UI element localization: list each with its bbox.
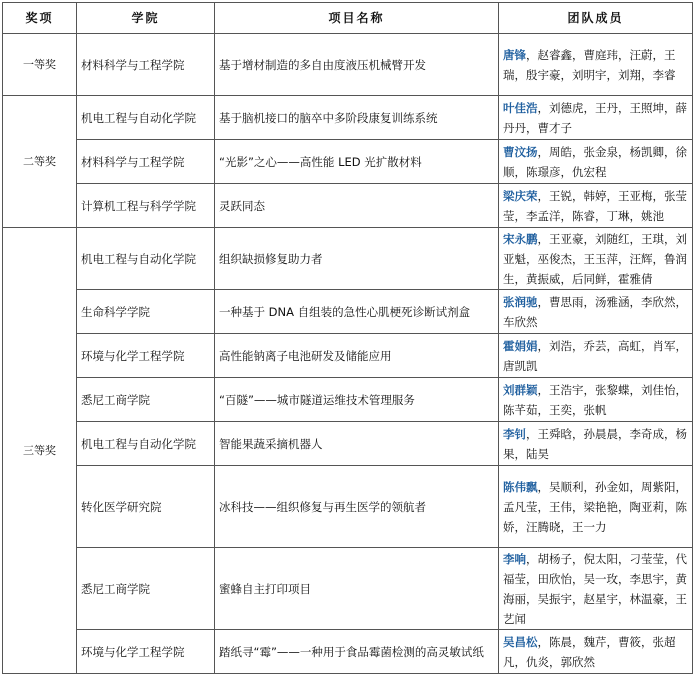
team-members: ，刘浩，乔芸，高虹，肖军，唐凯凯 — [503, 338, 687, 373]
team-cell — [499, 334, 693, 378]
header-award: 奖项 — [3, 3, 77, 34]
team-cell — [499, 34, 693, 96]
college-cell: 机电工程与自动化学院 — [77, 422, 215, 466]
team-leader: 宋永鹏 — [503, 231, 538, 246]
project-cell: 高性能钠离子电池研发及储能应用 — [215, 334, 499, 378]
team-cell — [499, 548, 693, 630]
team-cell — [499, 140, 693, 184]
awards-table — [2, 2, 693, 674]
project-cell: 智能果蔬采摘机器人 — [215, 422, 499, 466]
team-leader: 梁庆荣 — [503, 188, 538, 203]
team-members: ，王浩宇，张黎蝶，刘佳怡，陈芊茹，王奕，张帆 — [503, 382, 687, 417]
team-cell — [499, 422, 693, 466]
header-project: 项目名称 — [215, 3, 499, 34]
team-members: ，王锐，韩婷，王亚梅，张莹莹，李孟洋，陈睿，丁琳，姚池 — [503, 188, 687, 223]
header-team: 团队成员 — [499, 3, 693, 34]
college-cell: 悉尼工商学院 — [77, 548, 215, 630]
team-cell — [499, 630, 693, 674]
project-cell: 蜜蜂自主打印项目 — [215, 548, 499, 630]
page — [2, 2, 693, 674]
project-cell: “百隧”——城市隧道运维技术管理服务 — [215, 378, 499, 422]
table-row — [3, 334, 693, 378]
table-row — [3, 184, 693, 228]
team-leader: 吴昌松 — [503, 634, 538, 649]
project-cell: 基于脑机接口的脑卒中多阶段康复训练系统 — [215, 96, 499, 140]
table-row — [3, 422, 693, 466]
team-cell — [499, 184, 693, 228]
college-cell: 悉尼工商学院 — [77, 378, 215, 422]
team-members: ，赵睿鑫，曹庭玮，汪蔚，王瑞，殷宇豪，刘明宇，刘翔，李睿 — [503, 47, 676, 82]
team-leader: 唐锋 — [503, 47, 526, 62]
college-cell: 生命科学学院 — [77, 290, 215, 334]
team-leader: 叶佳浩 — [503, 100, 538, 115]
table-row — [3, 548, 693, 630]
project-cell: 组织缺损修复助力者 — [215, 228, 499, 290]
college-cell: 计算机工程与科学学院 — [77, 184, 215, 228]
project-cell: 基于增材制造的多自由度液压机械臂开发 — [215, 34, 499, 96]
team-cell — [499, 96, 693, 140]
table-row — [3, 466, 693, 548]
table-row — [3, 630, 693, 674]
team-leader: 李响 — [503, 551, 526, 566]
team-cell — [499, 466, 693, 548]
table-row — [3, 228, 693, 290]
award-level-second: 二等奖 — [3, 96, 77, 228]
college-cell: 机电工程与自动化学院 — [77, 96, 215, 140]
college-cell: 材料科学与工程学院 — [77, 34, 215, 96]
team-members: ，周皓，张金泉，杨凯卿，徐顺，陈璟彦，仇宏程 — [503, 144, 687, 179]
team-leader: 霍娟娟 — [503, 338, 538, 353]
team-members: ，王亚豪，刘随红，王琪，刘亚魁，巫俊杰，王玉萍，汪辉，鲁润生，黄振威，后同鲜，霍雅倩 — [503, 231, 687, 286]
project-cell: “光影”之心——高性能 LED 光扩散材料 — [215, 140, 499, 184]
team-cell — [499, 378, 693, 422]
table-row — [3, 96, 693, 140]
team-members: ，刘德虎，王丹，王照坤，薛丹丹，曹才子 — [503, 100, 687, 135]
college-cell: 转化医学研究院 — [77, 466, 215, 548]
project-cell: 一种基于 DNA 自组装的急性心肌梗死诊断试剂盒 — [215, 290, 499, 334]
table-row — [3, 34, 693, 96]
team-members: ，陈晨，魏芹，曹筱，张超凡，仇炎，郭欣然 — [503, 634, 676, 669]
team-cell — [499, 228, 693, 290]
project-cell: 踏纸寻“霉”——一种用于食品霉菌检测的高灵敏试纸 — [215, 630, 499, 674]
team-members: ，曹思雨，汤雅涵，李欣然，车欣然 — [503, 294, 687, 329]
team-leader: 刘群颖 — [503, 382, 538, 397]
college-cell: 环境与化学工程学院 — [77, 334, 215, 378]
team-members: ，胡杨子，倪太阳，刁莹莹，代福莹，田欣怡，吴一玫，李思宇，黄海丽，吴振宇，赵星宇，林温豪，王艺闻 — [503, 551, 687, 626]
award-level-first: 一等奖 — [3, 34, 77, 96]
project-cell: 冰科技——组织修复与再生医学的领航者 — [215, 466, 499, 548]
college-cell: 材料科学与工程学院 — [77, 140, 215, 184]
header-college: 学院 — [77, 3, 215, 34]
table-row — [3, 290, 693, 334]
team-members: ，吴顺利，孙金如，周紫阳，孟凡莹，王伟，梁艳艳，陶亚莉，陈娇，汪腾晓，王一力 — [503, 479, 687, 534]
table-row — [3, 140, 693, 184]
team-leader: 张润驰 — [503, 294, 538, 309]
header-row — [3, 3, 693, 34]
team-cell — [499, 290, 693, 334]
team-leader: 李钊 — [503, 426, 526, 441]
team-members: ，王舜晗，孙晨晨，李奇成，杨果，陆昊 — [503, 426, 687, 461]
college-cell: 机电工程与自动化学院 — [77, 228, 215, 290]
award-level-third: 三等奖 — [3, 228, 77, 674]
college-cell: 环境与化学工程学院 — [77, 630, 215, 674]
table-row — [3, 378, 693, 422]
team-leader: 陈伟飘 — [503, 479, 538, 494]
team-leader: 曹汶扬 — [503, 144, 538, 159]
project-cell: 灵跃同态 — [215, 184, 499, 228]
